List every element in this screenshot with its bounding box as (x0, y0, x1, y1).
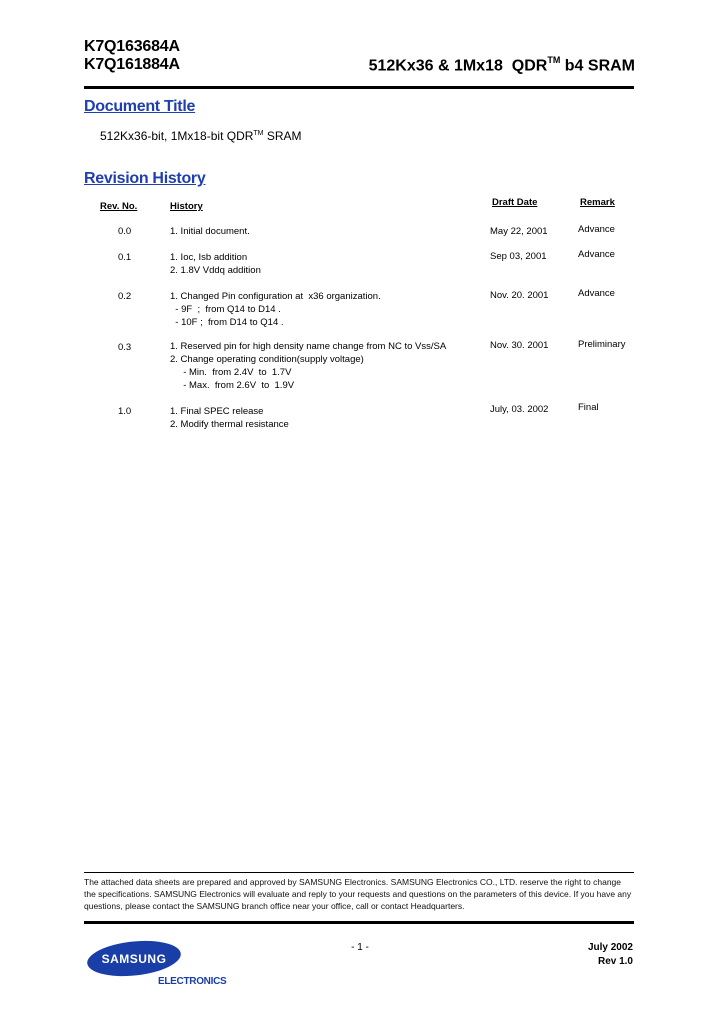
table-row-history-line: 1. Final SPEC release (170, 406, 264, 417)
document-subtitle (100, 129, 302, 143)
footer-rule (84, 921, 634, 924)
table-row-history-line: 1. Reserved pin for high density name change from NC to Vss/SA (170, 341, 447, 352)
table-row-rev: 0.2 (118, 291, 132, 302)
footer-date: July 2002 (587, 942, 633, 953)
footer-revision: Rev 1.0 (597, 956, 633, 967)
col-header-history: History (170, 201, 203, 212)
product-title-tm: TM (547, 55, 561, 65)
table-row-date: Nov. 20. 2001 (490, 290, 549, 301)
table-row-history-line: - Min. from 2.4V to 1.7V (170, 367, 292, 378)
table-row-remark: Advance (578, 249, 615, 260)
product-title-prefix: 512Kx36 & 1Mx18 QDR (368, 57, 548, 75)
table-row-date: Nov. 30. 2001 (490, 340, 549, 351)
col-header-rev-no: Rev. No. (100, 201, 138, 212)
table-row-remark: Final (578, 402, 599, 413)
table-row-history-line: 1. Changed Pin configuration at x36 organization. (170, 291, 381, 302)
document-subtitle-suffix: SRAM (263, 129, 302, 143)
table-row-history-line: 2. Modify thermal resistance (170, 419, 289, 430)
table-row-history-line: - Max. from 2.6V to 1.9V (170, 380, 295, 391)
table-row-remark: Advance (578, 224, 615, 235)
document-title-heading: Document Title (84, 98, 196, 115)
document-subtitle-prefix: 512Kx36-bit, 1Mx18-bit QDR (100, 129, 254, 143)
page-number: - 1 - (351, 942, 369, 953)
revision-history-heading: Revision History (84, 170, 206, 187)
footer-top-rule (84, 872, 634, 873)
table-row-history-line: 1. Ioc, Isb addition (170, 252, 248, 263)
product-title-suffix: b4 SRAM (560, 57, 635, 75)
table-row-remark: Advance (578, 288, 615, 299)
table-row-rev: 0.0 (118, 226, 132, 237)
table-row-history-line: - 10F ; from D14 to Q14 . (170, 317, 284, 328)
table-row-history-line: 2. Change operating condition(supply voltage) (170, 354, 364, 365)
table-row-history-line: - 9F ; from Q14 to D14 . (170, 304, 281, 315)
table-row-rev: 1.0 (118, 406, 132, 417)
disclaimer-note: The attached data sheets are prepared and approved by SAMSUNG Electronics. SAMSUNG Electronics CO., LTD. reserve the right to change the specifications. SAMSUNG Electronics will evaluate and reply to your requests and questions on the parameters of this device. If you have any questions, please contact the SAMSUNG branch office near your office, call or contact Headquarters. (84, 877, 632, 911)
table-row-rev: 0.3 (118, 342, 132, 353)
table-row-rev: 0.1 (118, 252, 132, 263)
table-row-date: Sep 03, 2001 (490, 251, 547, 262)
col-header-remark: Remark (580, 197, 615, 208)
part-number-1: K7Q163684A (84, 38, 180, 55)
samsung-logo-text: SAMSUNG (101, 952, 167, 966)
samsung-logo (86, 940, 182, 977)
part-number-2: K7Q161884A (84, 56, 180, 73)
header-rule (84, 86, 634, 89)
table-row-history-line: 2. 1.8V Vddq addition (170, 265, 261, 276)
document-subtitle-tm: TM (253, 130, 264, 137)
product-title (369, 56, 635, 75)
table-row-date: July, 03. 2002 (490, 404, 549, 415)
col-header-draft-date: Draft Date (492, 197, 538, 208)
table-row-remark: Preliminary (578, 339, 626, 350)
table-row-history-line: 1. Initial document. (170, 226, 250, 237)
logo-subtext: ELECTRONICS (158, 976, 227, 987)
table-row-date: May 22, 2001 (490, 226, 548, 237)
